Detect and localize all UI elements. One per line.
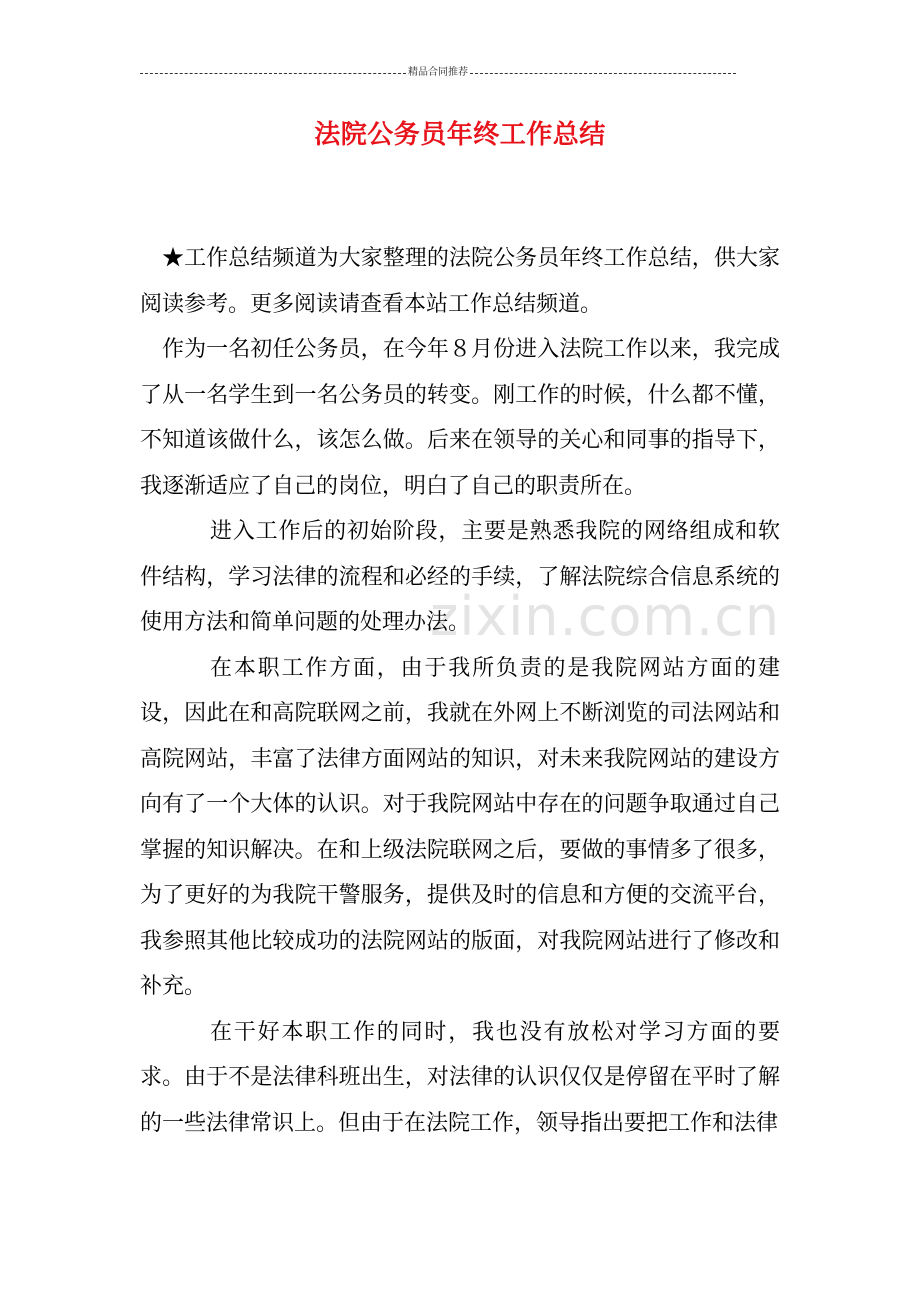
paragraph-3: 在本职工作方面，由于我所负责的是我院网站方面的建设，因此在和高院联网之前，我就在外网上不断浏览的司法网站和高院网站，丰富了法律方面网站的知识，对未来我院网站的建设方向有了一个大体的认识。对于我院网站中存在的问题争取通过自己掌握的知识解决。在和上级法院联网之后，要做的事情多了很多，为了更好的为我院干警服务，提供及时的信息和方便的交流平台，我参照其他比较成功的法院网站的版面，对我院网站进行了修改和补充。 xyxy=(140,655,780,999)
header-label: 精品合同推荐 xyxy=(408,67,468,78)
paragraph-4: 在干好本职工作的同时，我也没有放松对学习方面的要求。由于不是法律科班出生，对法律的认识仅仅是停留在平时了解的一些法律常识上。但由于在法院工作，领导指出要把工作和法律 xyxy=(140,1019,780,1136)
paragraph-intro: ★工作总结频道为大家整理的法院公务员年终工作总结，供大家阅读参考。更多阅读请查看本站工作总结频道。 xyxy=(140,246,780,317)
header-dash-left xyxy=(140,73,406,74)
header-dash-right xyxy=(470,73,736,74)
paragraph-1: 作为一名初任公务员，在今年８月份进入法院工作以来，我完成了从一名学生到一名公务员的转变。刚工作的时候，什么都不懂，不知道该做什么，该怎么做。后来在领导的关心和同事的指导下，我逐渐适应了自己的岗位，明白了自己的职责所在。 xyxy=(140,337,780,499)
document-body xyxy=(140,236,780,1146)
header-rule xyxy=(140,66,736,80)
document-title: 法院公务员年终工作总结 xyxy=(314,120,606,150)
watermark: zixin.com.cn xyxy=(430,585,781,648)
paragraph-2: 进入工作后的初始阶段，主要是熟悉我院的网络组成和软件结构，学习法律的流程和必经的手续，了解法院综合信息系统的使用方法和简单问题的处理办法。 xyxy=(140,519,780,635)
